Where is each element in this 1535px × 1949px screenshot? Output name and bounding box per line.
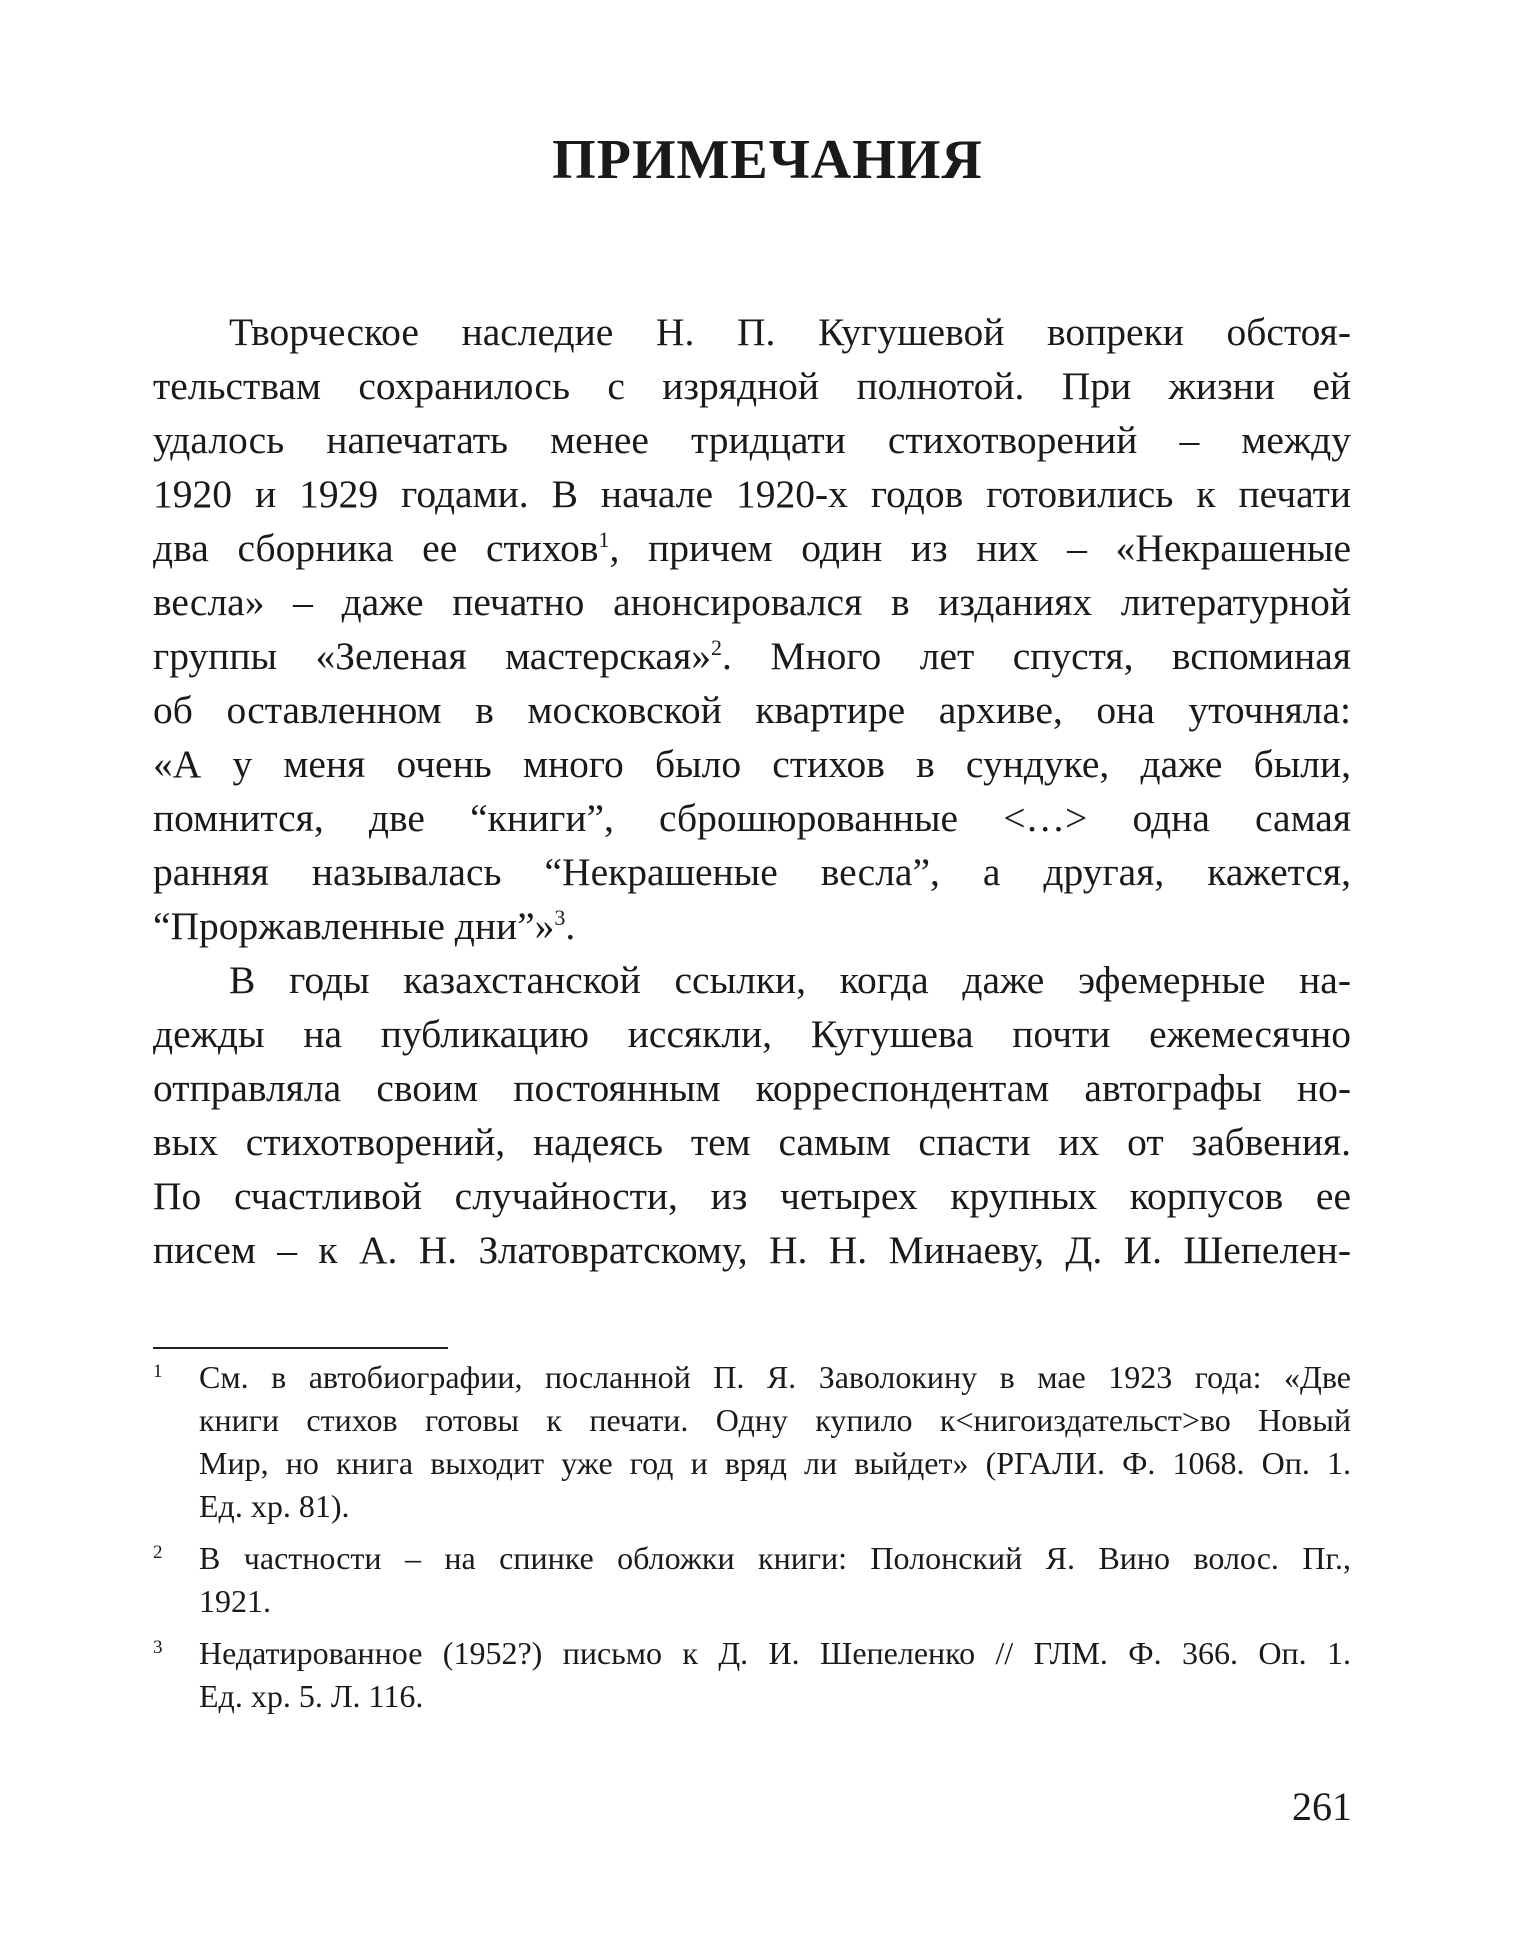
text-line: Творческое наследие Н. П. Кугушевой вопреки обстоя- xyxy=(229,310,1351,354)
text-line xyxy=(153,629,1351,683)
page-number: 261 xyxy=(1292,1784,1352,1829)
footnote-1 xyxy=(153,1356,1351,1528)
footnote-separator xyxy=(153,1347,448,1349)
footnote-2 xyxy=(153,1537,1351,1623)
text-line: По счастливой случайности, из четырех крупных корпусов ее xyxy=(153,1174,1351,1218)
footnote-ref-2[interactable]: 2 xyxy=(710,634,722,660)
text-fragment: два сборника ее стихов xyxy=(153,526,599,570)
footnote-ref-3[interactable]: 3 xyxy=(554,904,566,930)
text-line: «А у меня очень много было стихов в сундуке, даже были, xyxy=(153,742,1351,786)
footnote-3 xyxy=(153,1632,1351,1718)
text-line: весла» – даже печатно анонсировался в изданиях литературной xyxy=(153,580,1351,624)
text-line: дежды на публикацию иссякли, Кугушева почти ежемесячно xyxy=(153,1012,1351,1056)
text-line: ранняя называлась “Некрашеные весла”, а другая, кажется, xyxy=(153,850,1351,894)
footnote-line: книги стихов готовы к печати. Одну купило к<нигоиздательст>во Новый xyxy=(199,1402,1351,1438)
text-line: помнится, две “книги”, сброшюрованные <…> одна самая xyxy=(153,796,1351,840)
page-title: ПРИМЕЧАНИЯ xyxy=(552,129,983,191)
footnote-line: 1921. xyxy=(199,1583,271,1619)
footnote-number: 1 xyxy=(153,1361,163,1382)
text-line: удалось напечатать менее тридцати стихотворений – между xyxy=(153,418,1351,462)
text-fragment: . Много лет спустя, вспоминая xyxy=(721,634,1351,678)
text-fragment: группы «Зеленая мастерская» xyxy=(153,634,711,678)
text-line: тельствам сохранилось с изрядной полнотой. При жизни ей xyxy=(153,364,1351,408)
footnote-line: Недатированное (1952?) письмо к Д. И. Шепеленко // ГЛМ. Ф. 366. Оп. 1. xyxy=(199,1635,1351,1671)
text-line xyxy=(153,521,1351,575)
footnote-line: См. в автобиографии, посланной П. Я. Заволокину в мае 1923 года: «Две xyxy=(199,1359,1351,1395)
main-text xyxy=(153,305,1351,1277)
footnote-line: Ед. хр. 5. Л. 116. xyxy=(199,1678,424,1714)
footnote-line: В частности – на спинке обложки книги: Полонский Я. Вино волос. Пг., xyxy=(199,1540,1351,1576)
footnotes xyxy=(153,1356,1351,1727)
text-line: отправляла своим постоянным корреспондентам автографы но- xyxy=(153,1066,1351,1110)
text-fragment: . xyxy=(565,904,576,948)
text-fragment: “Проржавленные дни”» xyxy=(153,904,555,948)
footnote-number: 3 xyxy=(153,1637,163,1658)
text-line: об оставленном в московской квартире архиве, она уточняла: xyxy=(153,688,1351,732)
text-line: 1920 и 1929 годами. В начале 1920-х годов готовились к печати xyxy=(153,472,1351,516)
text-fragment: , причем один из них – «Некрашеные xyxy=(609,526,1351,570)
footnote-number: 2 xyxy=(153,1542,163,1563)
footnote-line: Мир, но книга выходит уже год и вряд ли выйдет» (РГАЛИ. Ф. 1068. Оп. 1. xyxy=(199,1445,1351,1481)
text-line xyxy=(153,899,1351,953)
text-line: вых стихотворений, надеясь тем самым спасти их от забвения. xyxy=(153,1120,1351,1164)
text-line: В годы казахстанской ссылки, когда даже эфемерные на- xyxy=(229,958,1351,1002)
footnote-line: Ед. хр. 81). xyxy=(199,1488,350,1524)
footnote-ref-1[interactable]: 1 xyxy=(598,526,610,552)
text-line: писем – к А. Н. Златовратскому, Н. Н. Минаеву, Д. И. Шепелен- xyxy=(153,1228,1351,1272)
